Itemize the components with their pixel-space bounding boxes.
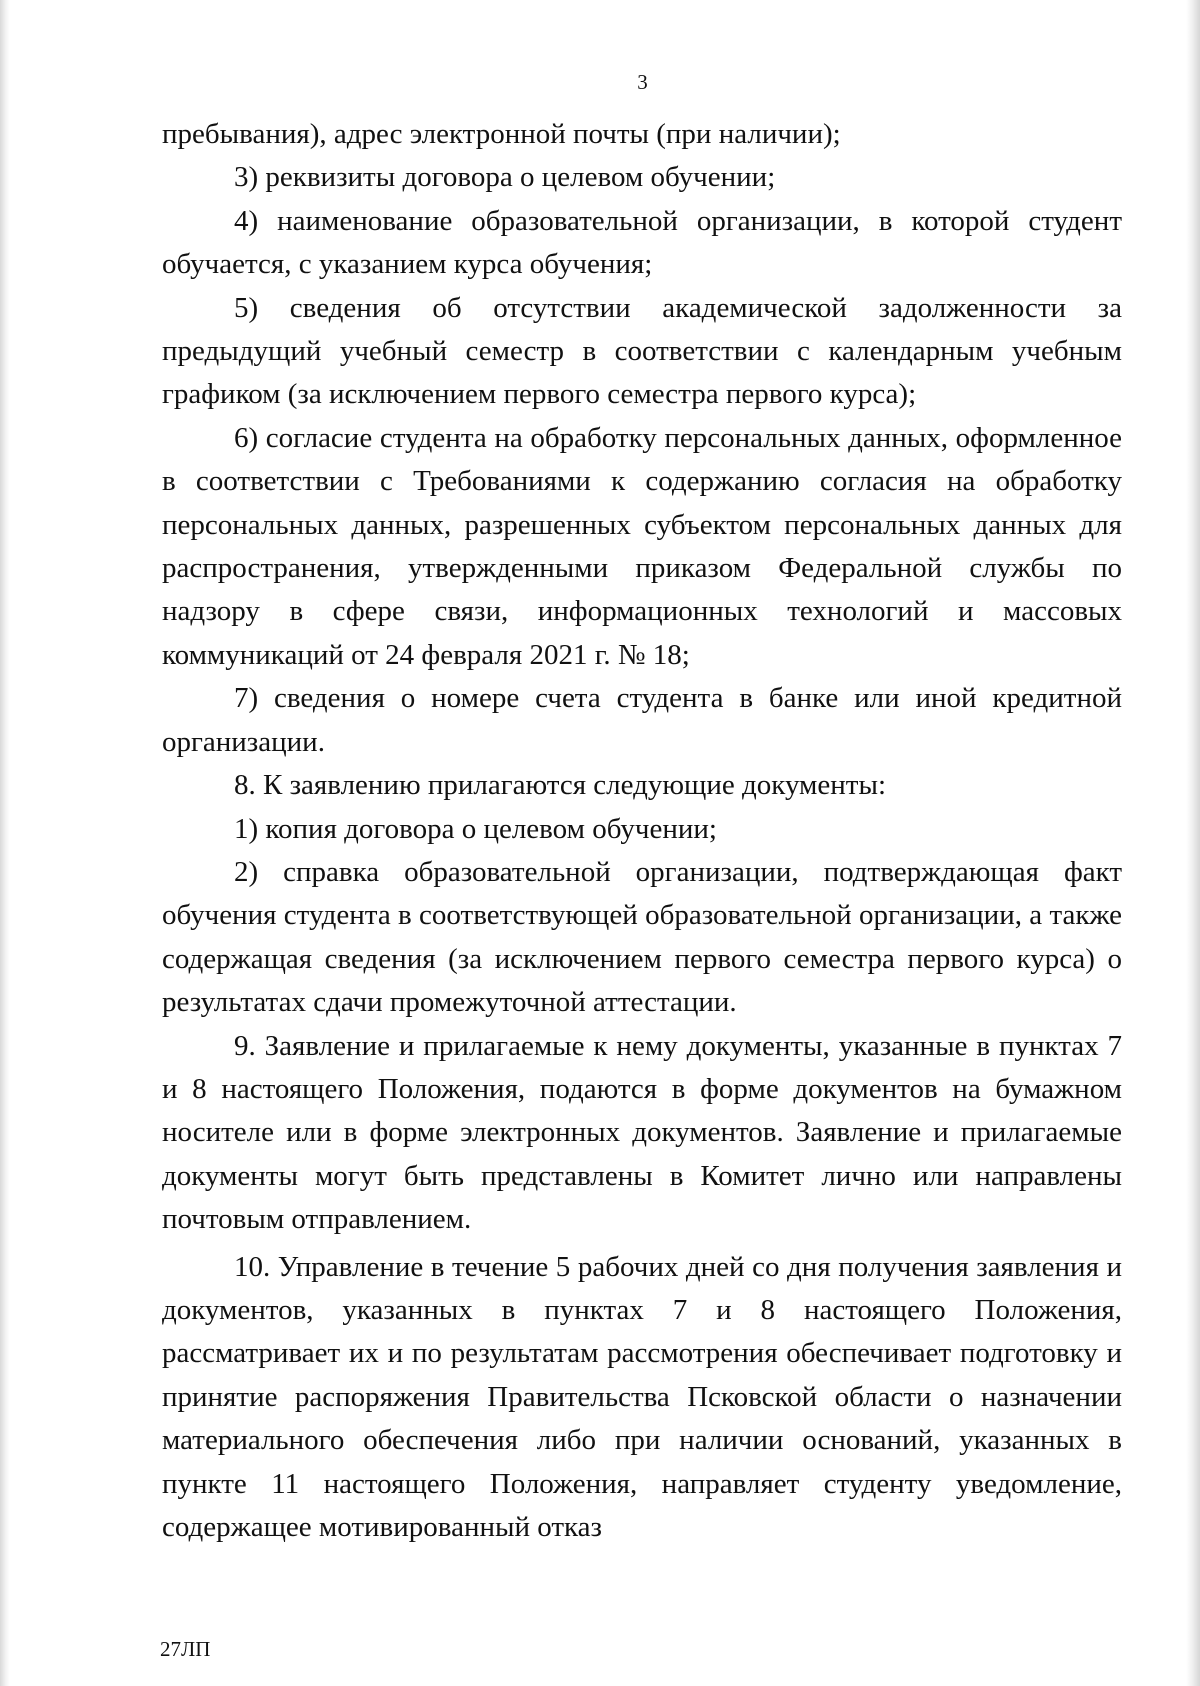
paragraph-item-6: 6) согласие студента на обработку персональных данных, оформленное в соответствии с Требованиями к содержанию согласия на обработку персональных данных, разрешенных субъектом персональных данных для распространения, утвержденными приказом Федеральной службы по надзору в сфере связи, информационных технологий и массовых коммуникаций от 24 февраля 2021 г. № 18; (162, 421, 1122, 671)
paragraph-item-3: 3) реквизиты договора о целевом обучении; (234, 161, 776, 194)
paragraph-clause-8-item-1: 1) копия договора о целевом обучении; (234, 812, 717, 845)
scan-edge-left (0, 0, 10, 1686)
paragraph-clause-8: 8. К заявлению прилагаются следующие документы: (234, 769, 887, 802)
paragraph-item-7: 7) сведения о номере счета студента в банке или иной кредитной организации. (162, 682, 1122, 758)
footer-document-code: 27ЛП (160, 1637, 211, 1661)
paragraph-clause-9: 9. Заявление и прилагаемые к нему документы, указанные в пунктах 7 и 8 настоящего Положения, подаются в форме документов на бумажном носителе или в форме электронных документов. Заявление и прилагаемые документы могут быть представлены в Комитет лично или направлены почтовым отправлением. (162, 1029, 1122, 1236)
scan-edge-right (1186, 0, 1200, 1686)
paragraph-item-5: 5) сведения об отсутствии академической задолженности за предыдущий учебный семестр в соответствии с календарным учебным графиком (за исключением первого семестра первого курса); (162, 291, 1122, 411)
paragraph-clause-10: 10. Управление в течение 5 рабочих дней со дня получения заявления и документов, указанных в пунктах 7 и 8 настоящего Положения, рассматривает их и по результатам рассмотрения обеспечивает подготовку и принятие распоряжения Правительства Псковской области о назначении материального обеспечения либо при наличии оснований, указанных в пункте 11 настоящего Положения, направляет студенту уведомление, содержащее мотивированный отказ (162, 1250, 1122, 1543)
document-body (162, 113, 1122, 1549)
paragraph-continuation: пребывания), адрес электронной почты (при наличии); (162, 118, 841, 150)
page-number: 3 (637, 70, 648, 94)
paragraph-clause-8-item-2: 2) справка образовательной организации, подтверждающая факт обучения студента в соответствующей образовательной организации, а также содержащая сведения (за исключением первого семестра первого курса) о результатах сдачи промежуточной аттестации. (162, 855, 1122, 1019)
paragraph-item-4: 4) наименование образовательной организации, в которой студент обучается, с указанием курса обучения; (162, 204, 1122, 281)
